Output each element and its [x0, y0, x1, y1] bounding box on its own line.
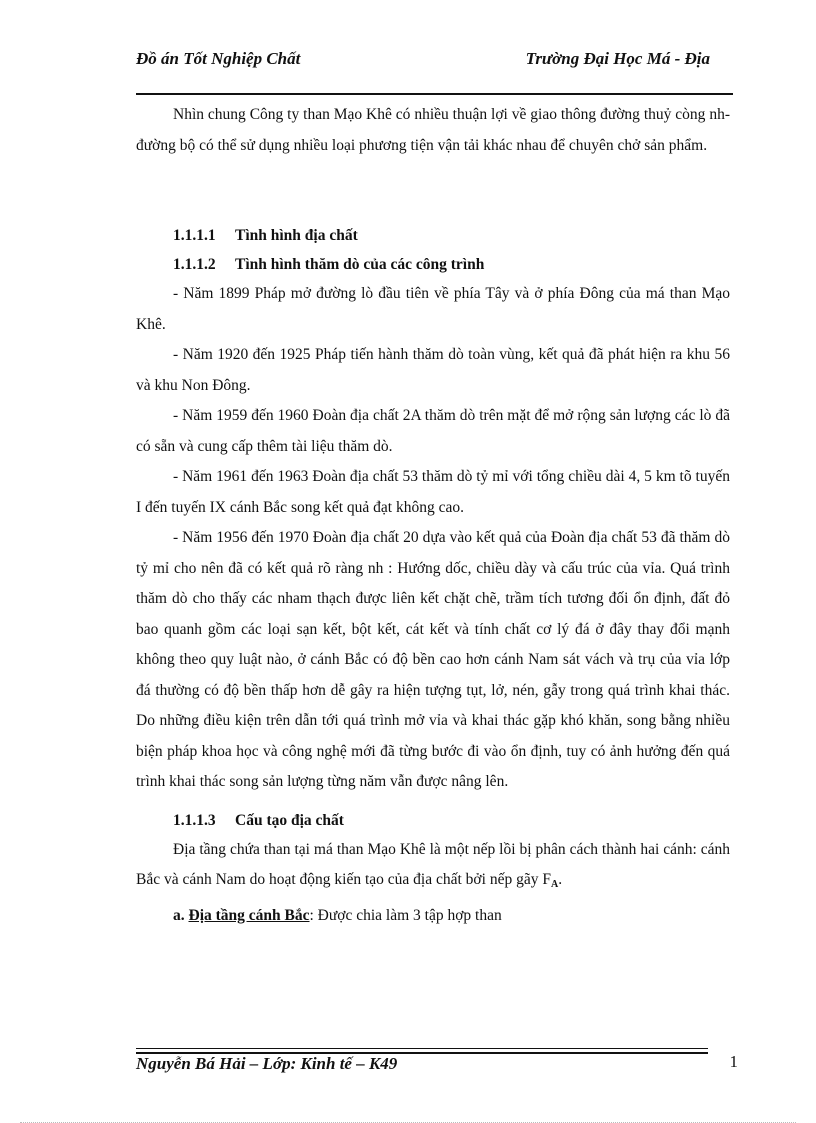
footer-author: Nguyễn Bá Hải – Lớp: Kinh tế – K49 — [136, 1054, 398, 1073]
page-number: 1 — [729, 1052, 738, 1071]
body-paragraph — [136, 835, 730, 901]
section-number: 1.1.1.2 — [173, 256, 216, 273]
paragraph-text: Địa tầng chứa than tại má than Mạo Khê là một nếp lồi bị phân cách thành hai cánh: cánh Bắc và cánh Nam do hoạt động kiến tạo của địa chất bởi nếp gãy F — [136, 840, 730, 888]
section-heading-2 — [136, 250, 730, 279]
header-divider — [136, 93, 733, 95]
body-paragraph: - Năm 1920 đến 1925 Pháp tiến hành thăm dò toàn vùng, kết quả đã phát hiện ra khu 56 và khu Non Đông. — [136, 346, 730, 394]
subscript: A — [550, 879, 559, 890]
body-paragraph: - Năm 1959 đến 1960 Đoàn địa chất 2A thăm dò trên mặt để mở rộng sản lượng các lò đã có sẵn và cung cấp thêm tài liệu thăm dò. — [136, 407, 730, 455]
body-paragraph: - Năm 1961 đến 1963 Đoàn địa chất 53 thăm dò tỷ mỉ với tổng chiều dài 4, 5 km tõ tuyến I đến tuyến IX cánh Bắc song kết quả đạt không cao. — [136, 468, 730, 516]
subsection-label: a. — [173, 906, 185, 924]
page-header — [136, 48, 732, 94]
section-title: Tình hình địa chất — [235, 227, 358, 244]
subsection-text: : Được chia làm 3 tập hợp than — [309, 906, 502, 924]
subsection-line — [136, 901, 730, 932]
section-number: 1.1.1.3 — [173, 811, 216, 829]
intro-paragraph: Nhìn chung Công ty than Mạo Khê có nhiều thuận lợi về giao thông đường thuỷ còng nh đường bộ có thể sử dụng nhiều loại phương tiện vận tải khác nhau để chuyên chở sản phẩm. — [136, 106, 730, 154]
header-left-title: Đồ án Tốt Nghiệp Chất — [136, 49, 301, 68]
section-number: 1.1.1.1 — [173, 227, 216, 244]
spacer — [136, 161, 730, 221]
section-heading-3 — [136, 806, 730, 835]
footer-divider-thin — [136, 1048, 708, 1049]
body-paragraph: - Năm 1899 Pháp mở đường lò đầu tiên về phía Tây và ở phía Đông của má than Mạo Khê. — [136, 285, 730, 333]
header-right-title: Trường Đại Học Má - Địa — [525, 49, 710, 68]
page-footer — [136, 1054, 740, 1078]
section-title: Tình hình thăm dò của các công trình — [235, 256, 485, 273]
page-body — [136, 100, 730, 931]
body-paragraph: - Năm 1956 đến 1970 Đoàn địa chất 20 dựa vào kết quả của Đoàn địa chất 53 đã thăm dò tỷ mỉ cho nên đã có kết quả rõ ràng nh : Hướng dốc, chiều dày và cấu trúc của vỉa. Quá trình thăm dò cho thấy các nham thạch được liên kết chặt chẽ, trầm tích tương đối ổn định, đất đỏ bao quanh gồm các loại sạn kết, bột kết, cát kết và tính chất cơ lý đá ở đây thay đổi mạnh không theo quy luật nào, ở cánh Bắc có độ bền cao hơn cánh Nam sát vách và trụ của vỉa lớp đá thường có độ bền thấp hơn dễ gây ra hiện tượng tụt, lở, nén, gẫy trong quá trình khai thác. Do những điều kiện trên dẫn tới quá trình mở vỉa và khai thác gặp khó khăn, song bằng nhiều biện pháp khoa học và công nghệ mới đã từng bước đi vào ổn định, tuy có ảnh hưởng đến quá trình khai thác song sản lượng từng năm vẫn được nâng lên. — [136, 529, 730, 790]
paragraph-end: . — [558, 871, 563, 888]
subsection-title: Địa tầng cánh Bắc — [188, 906, 310, 924]
section-heading-1 — [136, 221, 730, 250]
section-title: Cấu tạo địa chất — [235, 811, 344, 829]
